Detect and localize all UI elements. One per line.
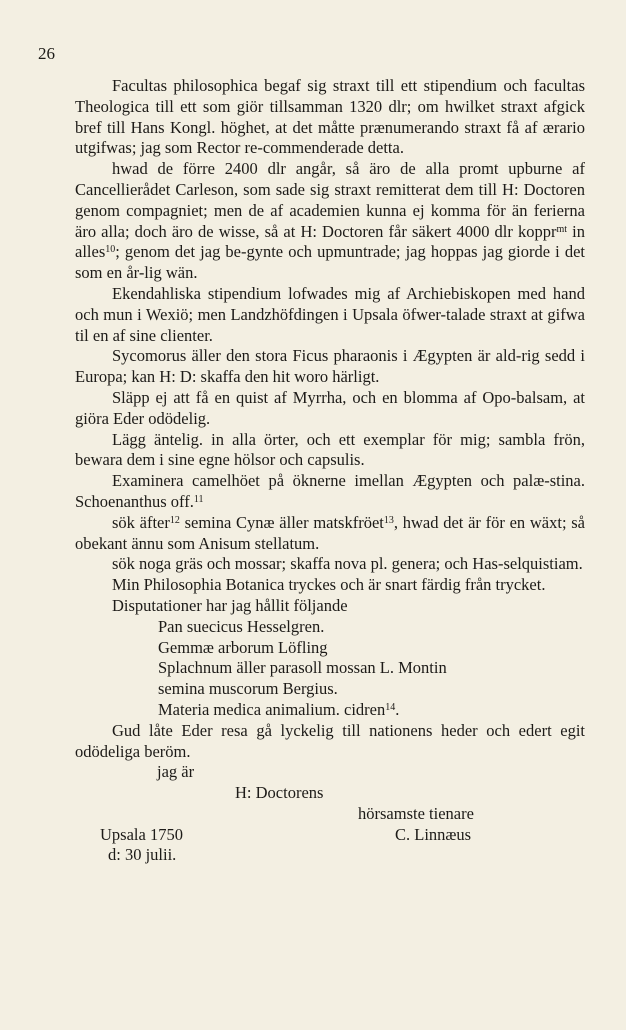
disputation-list bbox=[75, 617, 585, 721]
philosophia-line: Min Philosophia Botanica tryckes och är snart färdig från trycket. bbox=[112, 575, 546, 595]
footnote-ref-14: 14 bbox=[385, 701, 396, 713]
disputationer-line: Disputationer har jag hållit följande bbox=[112, 595, 348, 615]
paragraph-sok-after: sök äfter$^{12}$ semina Cynæ äller matskfröet$^{13}$, hwad det är för en wäxt; så obekant ännu som Anisum stellatum. bbox=[75, 512, 585, 553]
paragraph-sok-noga: sök noga gräs och mossar; skaffa nova pl. genera; och Has-selquistiam. bbox=[112, 554, 583, 574]
list-item: semina muscorum Bergius. bbox=[158, 679, 338, 699]
list-item: Gemmæ arborum Löfling bbox=[158, 637, 328, 657]
closing-date: d: 30 julii. bbox=[108, 845, 177, 865]
signature-author: C. Linnæus bbox=[395, 824, 472, 844]
closing-place-row bbox=[75, 825, 585, 846]
footnote-ref-10: 10 bbox=[105, 244, 116, 256]
place: Upsala 1750 bbox=[100, 824, 183, 844]
paragraph-myrrha: Släpp ej att få en quist af Myrrha, och en blomma af Opo-balsam, at giöra Eder odödelig. bbox=[75, 387, 585, 428]
paragraph-sycomorus: Sycomorus äller den stora Ficus pharaonis i Ægypten är ald-rig sedd i Europa; kan H: D: skaffa den hit woro härligt. bbox=[75, 346, 585, 387]
list-item: Pan suecicus Hesselgren. bbox=[158, 616, 325, 636]
closing-wish: Gud låte Eder resa gå lyckelig till nationens heder och edert egit odödeliga beröm. bbox=[75, 720, 585, 761]
list-item: Splachnum äller parasoll mossan L. Montin bbox=[158, 658, 447, 678]
superscript-mt: mt bbox=[556, 223, 568, 235]
paragraph-dlr: hwad de förre 2400 dlr angår, så äro de alla promt upburne af Cancellierådet Carleson, som sade sig straxt remitterat dem till H: Doctoren genom compagniet; men de af academien kunna ej komma för än ferierna äro alla; doch äro de wisse, så at H: Doctoren får säkert 4000 dlr koppr$^{mt}$ in alles$^{10}$; genom det jag be-gynte och upmuntrade; jag hoppas jag giorde i det som en år-lig wän. bbox=[75, 159, 585, 283]
paragraph-camelhoet: Examinera camelhöet på öknerne imellan Ægypten och palæ-stina. Schoenanthus off.$^{11}$ bbox=[75, 471, 585, 511]
letter-body bbox=[75, 76, 585, 866]
list-item: Materia medica animalium. cidren$^{14}$. bbox=[158, 699, 400, 719]
paragraph-orter: Lägg äntelig. in alla örter, och ett exemplar för mig; sambla frön, bewara dem i sine egne hölsor och capsulis. bbox=[75, 429, 585, 470]
closing-servant-row: hörsamste tienare bbox=[358, 803, 474, 823]
footnote-ref-12: 12 bbox=[169, 514, 180, 526]
paragraph-ekendahl: Ekendahliska stipendium lofwades mig af Archiebiskopen med hand och mun i Wexiö; men Landzhöfdingen i Upsala öfwer-talade straxt at gifwa til en af sine clienter. bbox=[75, 283, 585, 345]
page-number: 26 bbox=[38, 44, 55, 63]
footnote-ref-11: 11 bbox=[193, 493, 204, 505]
closing-jag-ar: jag är bbox=[157, 762, 195, 782]
footnote-ref-13: 13 bbox=[383, 514, 394, 526]
paragraph-facultas: Facultas philosophica begaf sig straxt till ett stipendium och facultas Theologica till ett som giör tillsamman 1320 dlr; om hwilket straxt afgick bref till Hans Kongl. höghet, at det måtte prænumerando straxt få af ærario utgifwas; jag som Rector re-commenderade detta. bbox=[75, 76, 585, 158]
closing-address: H: Doctorens bbox=[235, 783, 324, 803]
